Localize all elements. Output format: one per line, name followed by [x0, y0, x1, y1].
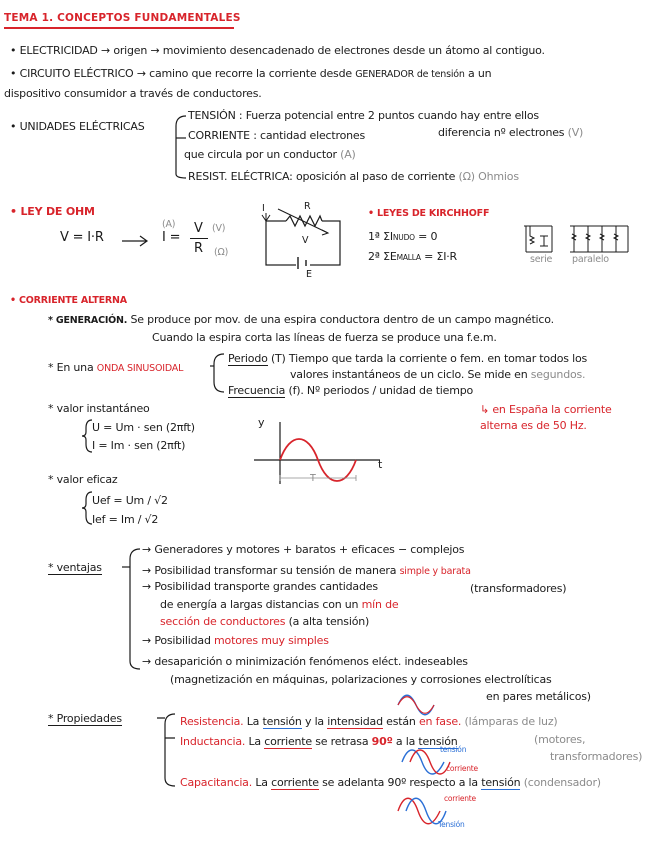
onda-bracket — [210, 352, 230, 394]
inductancia-ala: a la — [395, 735, 416, 748]
spain-note-1: ↳ en España la corriente — [480, 403, 612, 416]
graph-axis-t: t — [378, 458, 383, 471]
arrow-icon — [120, 234, 152, 248]
resist-text: RESIST. ELÉCTRICA: oposición al paso de corriente — [188, 170, 456, 183]
kirchhoff-1-rest: = 0 — [414, 230, 438, 243]
unit-A: (A) — [162, 219, 176, 230]
generacion-label: * GENERACIÓN. — [48, 315, 128, 326]
eficaz-formula-i: Ief = Im / √2 — [92, 513, 159, 526]
capacitancia-text: se adelanta 90º respecto a la — [322, 776, 478, 789]
fraction-bar — [190, 238, 208, 239]
resist-def — [188, 170, 519, 183]
circuito-line-1 — [10, 67, 491, 81]
kirchhoff-law-2 — [368, 250, 457, 264]
ventaja-3c-text: (a alta tensión) — [288, 615, 370, 628]
ohm-formula-2-num: V — [194, 221, 203, 236]
tension-def-2 — [438, 126, 583, 139]
ventaja-3-line-3 — [160, 615, 369, 628]
ventaja-5: → desaparición o minimización fenómenos eléct. indeseables — [142, 655, 468, 668]
inductancia-tension: tensión — [418, 735, 458, 748]
unidades-label: • UNIDADES ELÉCTRICAS — [10, 120, 145, 133]
capacitancia-tension: tensión — [481, 776, 521, 789]
generacion-line-2: Cuando la espira corta las líneas de fuerza se produce una f.e.m. — [152, 331, 497, 344]
ventaja-3b-text: de energía a largas distancias con un — [160, 598, 359, 611]
capacitancia-key: Capacitancia. — [180, 776, 253, 789]
kirchhoff-law-1 — [368, 230, 437, 244]
frecuencia-text: (f). Nº periodos / unidad de tiempo — [288, 384, 474, 397]
kirchhoff-2-rest: = ΣI·R — [420, 250, 458, 263]
capacitancia-corriente: corriente — [271, 776, 319, 789]
tension-def: TENSIÓN : Fuerza potencial entre 2 puntos cuando hay entre ellos — [188, 109, 539, 122]
inductancia-example-1: (motores, — [534, 733, 586, 746]
wave-label-tension-2: Tensión — [438, 820, 465, 829]
ventaja-4-text: → Posibilidad — [142, 634, 211, 647]
ventajas-label — [48, 561, 102, 574]
ohm-formula-2-lhs: I = — [162, 230, 181, 245]
circuito-text-a: → camino que recorre la corriente desde — [136, 67, 352, 80]
tension-diferencia: diferencia nº electrones — [438, 126, 565, 139]
eficaz-formula-u: Uef = Um / √2 — [92, 494, 168, 507]
alterna-title: • CORRIENTE ALTERNA — [10, 295, 127, 306]
corriente-def: CORRIENTE : cantidad electrones — [188, 129, 365, 142]
onda-sinusoidal: ONDA SINUSOIDAL — [96, 363, 184, 374]
circuito-label: • CIRCUITO ELÉCTRICO — [10, 67, 134, 80]
ventaja-2-text: → Posibilidad transformar su tensión de manera — [142, 564, 397, 577]
ventaja-2-highlight: simple y barata — [399, 566, 471, 577]
resistencia-en-fase: en fase. — [418, 715, 462, 728]
ohm-title: • LEY DE OHM — [10, 205, 95, 218]
inductancia-retrasa: se retrasa — [315, 735, 369, 748]
circuito-line-2: dispositivo consumidor a través de conductores. — [4, 87, 262, 100]
ventaja-2-note: (transformadores) — [470, 582, 567, 595]
inductancia-corriente: corriente — [264, 735, 312, 748]
inductancia-key: Inductancia. — [180, 735, 246, 748]
inductancia-la: La — [248, 735, 261, 748]
generacion-line-1 — [48, 313, 554, 327]
circuito-text-c: a un — [468, 67, 492, 80]
unit-ohm: (Ω) — [214, 247, 229, 258]
resistencia-example: (lámparas de luz) — [464, 715, 558, 728]
inductancia-90: 90º — [371, 735, 393, 748]
onda-line — [48, 361, 183, 375]
resistencia-yla: y la — [304, 715, 324, 728]
resistencia-tension: tensión — [262, 715, 302, 728]
inst-formula-u: U = Um · sen (2πft) — [92, 421, 195, 434]
periodo-text-2: valores instantáneos de un ciclo. Se mide en — [290, 368, 528, 381]
ohm-formula-2-den: R — [194, 241, 203, 256]
resistencia-estan: están — [386, 715, 416, 728]
circuit-label-E: E — [306, 269, 312, 280]
periodo-text: (T) Tiempo que tarda la corriente o fem. en tomar todos los — [270, 352, 588, 365]
inductancia-example-2: transformadores) — [550, 750, 643, 763]
onda-pre: * En una — [48, 361, 94, 374]
capacitancia-example: (condensador) — [523, 776, 601, 789]
circuit-label-V: V — [302, 235, 309, 246]
generacion-text-1: Se produce por mov. de una espira conductora dentro de un campo magnético. — [130, 313, 554, 326]
spain-note-2: alterna es de 50 Hz. — [480, 419, 587, 432]
ventaja-1: → Generadores y motores + baratos + eficaces − complejos — [142, 543, 465, 556]
frecuencia-key: Frecuencia — [228, 384, 286, 397]
ventajas-text: * ventajas — [48, 561, 102, 574]
circuit-label-I: I — [262, 203, 265, 214]
electricidad-label: • ELECTRICIDAD — [10, 44, 98, 57]
wave-fase-icon — [396, 694, 436, 716]
corriente-unit: (A) — [340, 148, 356, 161]
propiedades-text: * Propiedades — [48, 712, 122, 725]
periodo-key: Periodo — [228, 352, 268, 365]
resist-unit: (Ω) Ohmios — [458, 170, 519, 183]
wave-label-tension: tensión — [440, 745, 467, 754]
resistencia-intensidad: intensidad — [327, 715, 383, 728]
wave-label-corriente: corriente — [446, 764, 478, 773]
frecuencia-line — [228, 384, 473, 397]
kirchhoff-title: • LEYES DE KIRCHHOFF — [368, 208, 490, 219]
kirchhoff-2-sub: MALLA — [396, 253, 421, 262]
periodo-segundos: segundos. — [530, 368, 586, 381]
corriente-conductor: que circula por un conductor — [184, 148, 337, 161]
resistencia-line — [180, 715, 558, 728]
ventaja-3c-highlight: sección de conductores — [160, 615, 286, 628]
page-title: TEMA 1. CONCEPTOS FUNDAMENTALES — [4, 12, 241, 24]
kirchhoff-2-main: 2ª ΣE — [368, 250, 397, 263]
ventaja-5-line-2: (magnetización en máquinas, polarizaciones y corrosiones electrolíticas — [170, 673, 552, 686]
circuito-generador: GENERADOR de tensión — [355, 69, 465, 80]
ventaja-3b-highlight: mín de — [361, 598, 399, 611]
kirchhoff-1-sub: NUDO — [392, 233, 415, 242]
graph-axis-y: y — [258, 416, 265, 429]
ventaja-4-highlight: motores muy simples — [214, 634, 329, 647]
label-serie: serie — [530, 254, 553, 265]
ohm-formula-1: V = I·R — [60, 230, 104, 245]
electricidad-text: → origen → movimiento desencadenado de electrones desde un átomo al contiguo. — [101, 44, 545, 57]
tension-unit: (V) — [567, 126, 584, 139]
circuit-label-R: R — [304, 201, 311, 212]
inst-formula-i: I = Im · sen (2πft) — [92, 439, 186, 452]
title-underline — [4, 27, 234, 29]
corriente-def-2 — [184, 148, 356, 161]
valor-instantaneo: * valor instantáneo — [48, 402, 150, 415]
ventaja-3: → Posibilidad transporte grandes cantidades — [142, 580, 378, 593]
graph-period-T: T — [310, 473, 316, 484]
inductancia-line — [180, 735, 458, 748]
periodo-line-1 — [228, 352, 587, 365]
valor-eficaz: * valor eficaz — [48, 473, 118, 486]
ventaja-3-line-2 — [160, 598, 398, 611]
periodo-line-2 — [290, 368, 585, 381]
resistencia-la: La — [246, 715, 260, 728]
serie-paralelo-diagram — [522, 222, 642, 256]
kirchhoff-1-main: 1ª ΣI — [368, 230, 393, 243]
capacitancia-la: La — [255, 776, 268, 789]
ventaja-4 — [142, 634, 329, 647]
propiedades-bracket — [155, 710, 183, 790]
resistencia-key: Resistencia. — [180, 715, 244, 728]
ventaja-2 — [142, 564, 471, 578]
label-paralelo: paralelo — [572, 254, 609, 265]
electricidad-line — [10, 44, 545, 57]
capacitancia-line — [180, 776, 601, 789]
propiedades-label — [48, 712, 122, 725]
wave-label-corriente-2: corriente — [444, 794, 476, 803]
unit-V: (V) — [212, 223, 226, 234]
ventaja-5-line-3: en pares metálicos) — [486, 690, 591, 703]
